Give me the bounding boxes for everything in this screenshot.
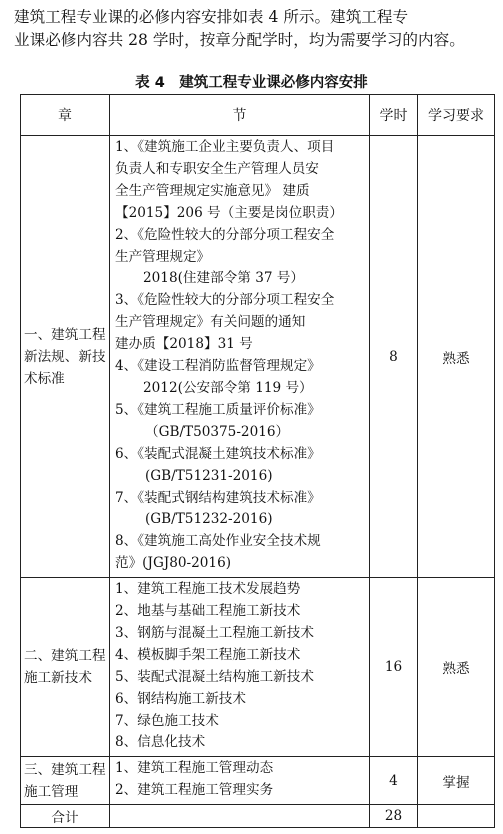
- hours-cell: 16: [370, 578, 418, 757]
- header-hours: 学时: [370, 95, 418, 136]
- section-line: 7、《装配式钢结构建筑技术标准》: [115, 489, 321, 506]
- table-row: [21, 136, 495, 578]
- table-row: [21, 757, 495, 805]
- chapter-line: 新法规、新技: [24, 348, 106, 365]
- total-hours: 28: [370, 805, 418, 828]
- section-line: 范》(JGJ80-2016): [115, 555, 232, 572]
- header-section: 节: [110, 95, 370, 136]
- chapter-line: 术标准: [24, 370, 65, 387]
- chapter-line: 施工管理: [24, 783, 79, 800]
- intro-line-2: 业课必修内容共 28 学时，按章分配学时，均为需要学习的内容。: [14, 31, 465, 49]
- requirement-cell: 熟悉: [418, 136, 495, 578]
- section-line: （GB/T50375-2016）: [145, 423, 290, 440]
- section-line: 8、《建筑施工高处作业安全技术规: [115, 533, 321, 550]
- chapter-cell: [21, 136, 110, 578]
- section-line: 3、《危险性较大的分部分项工程安全: [115, 292, 335, 309]
- header-row: [21, 95, 495, 136]
- requirement-cell: 熟悉: [418, 578, 495, 757]
- section-line: 6、《装配式混凝土建筑技术标准》: [115, 445, 321, 462]
- section-line: 8、信息化技术: [115, 734, 206, 751]
- header-chapter: 章: [21, 95, 110, 136]
- section-line: 1、《建筑施工企业主要负责人、项目: [115, 139, 335, 155]
- section-line: 1、建筑工程施工技术发展趋势: [115, 581, 301, 598]
- course-table: [20, 94, 495, 828]
- section-line: 2、建筑工程施工管理实务: [115, 782, 274, 799]
- section-line: 5、装配式混凝土结构施工新技术: [115, 668, 314, 685]
- section-line: 2018(住建部令第 37 号）: [143, 270, 304, 287]
- total-requirement: [418, 805, 495, 828]
- requirement-cell: 掌握: [418, 757, 495, 805]
- chapter-cell: [21, 578, 110, 757]
- total-row: [21, 805, 495, 828]
- section-line: 全生产管理规定实施意见》 建质: [115, 182, 310, 199]
- section-line: (GB/T51231-2016): [145, 467, 273, 484]
- header-requirement: 学习要求: [418, 95, 495, 136]
- section-line: 2、地基与基础工程施工新技术: [115, 603, 301, 620]
- chapter-line: 三、建筑工程: [24, 761, 106, 778]
- intro-line-1: 建筑工程专业课的必修内容安排如表 4 所示。建筑工程专: [14, 8, 409, 26]
- section-line: 4、《建设工程消防监督管理规定》: [115, 358, 321, 375]
- total-empty-cell: [110, 805, 370, 828]
- section-cell: [110, 578, 370, 757]
- hours-cell: 8: [370, 136, 418, 578]
- section-line: 负责人和专职安全生产管理人员安: [115, 160, 319, 177]
- section-line: 建办质【2018】31 号: [115, 336, 253, 353]
- intro-paragraph: [14, 6, 496, 52]
- table-caption: 表 4 建筑工程专业课必修内容安排: [135, 75, 368, 91]
- section-line: (GB/T51232-2016): [145, 511, 273, 528]
- total-label: 合计: [21, 805, 110, 828]
- section-line: 5、《建筑工程施工质量评价标准》: [115, 401, 321, 418]
- section-line: 生产管理规定》: [115, 248, 211, 265]
- section-line: 7、绿色施工技术: [115, 712, 219, 729]
- chapter-cell: [21, 757, 110, 805]
- section-line: 生产管理规定》有关问题的通知: [115, 314, 306, 331]
- chapter-line: 二、建筑工程: [24, 648, 106, 665]
- section-line: 2012(公安部令第 119 号）: [143, 379, 313, 396]
- section-line: 6、钢结构施工新技术: [115, 690, 246, 707]
- table-row: [21, 578, 495, 757]
- section-line: 【2015】206 号（主要是岗位职责）: [115, 204, 343, 221]
- hours-cell: 4: [370, 757, 418, 805]
- section-line: 2、《危险性较大的分部分项工程安全: [115, 226, 335, 243]
- chapter-line: 施工新技术: [24, 670, 92, 687]
- section-line: 4、模板脚手架工程施工新技术: [115, 646, 301, 663]
- section-line: 3、钢筋与混凝土工程施工新技术: [115, 624, 314, 641]
- section-cell: [110, 136, 370, 578]
- section-line: 1、建筑工程施工管理动态: [115, 760, 274, 777]
- chapter-line: 一、建筑工程: [24, 326, 106, 343]
- section-cell: [110, 757, 370, 805]
